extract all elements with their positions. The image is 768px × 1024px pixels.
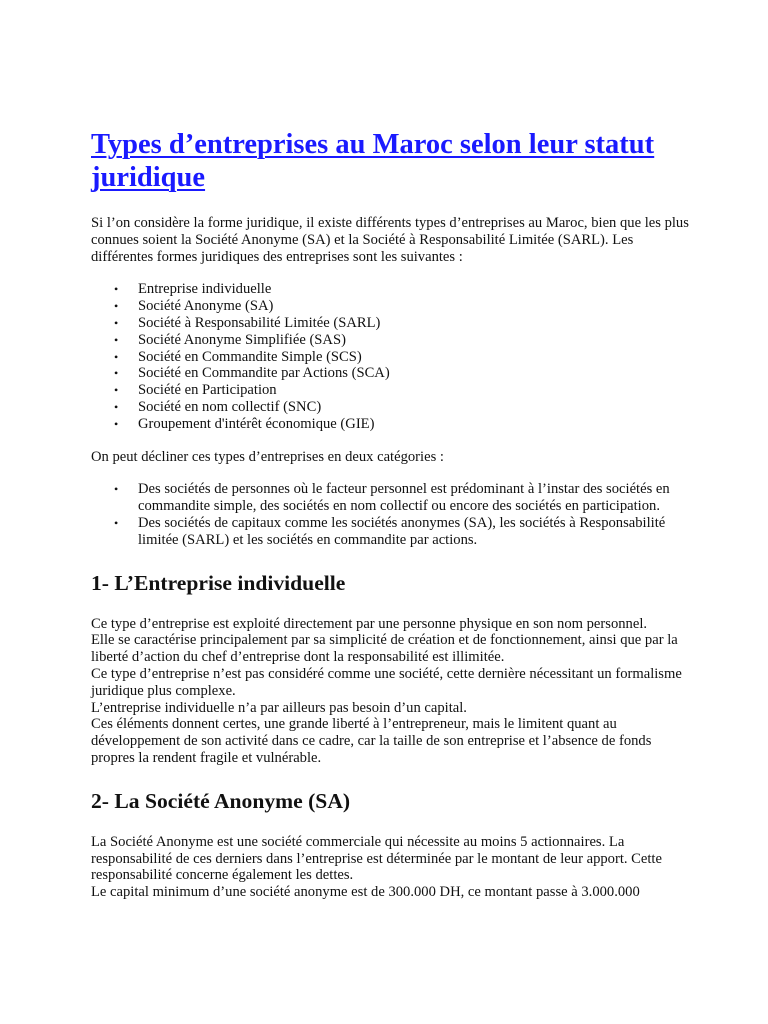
body-line: La Société Anonyme est une société commerciale qui nécessite au moins 5 actionnaires. La responsabilité de ces derniers dans l’entreprise est déterminée par le montant de leur apport. Cette responsabilité concerne également les dettes. <box>91 833 662 884</box>
list-item: • Société à Responsabilité Limitée (SARL) <box>138 315 691 332</box>
section-heading-entreprise-individuelle: 1- L’Entreprise individuelle <box>91 570 346 595</box>
body-line: Ce type d’entreprise est exploité directement par une personne physique en son nom personnel. <box>91 615 648 632</box>
legal-forms-list <box>91 281 691 432</box>
list-item: • Société Anonyme (SA) <box>138 298 691 315</box>
list-item: • Groupement d'intérêt économique (GIE) <box>138 416 691 433</box>
title-link[interactable]: Types d’entreprises au Maroc selon leur statut juridique <box>91 129 655 193</box>
section-body-entreprise-individuelle <box>91 616 691 767</box>
categories-list <box>91 481 691 548</box>
list-item: • Société Anonyme Simplifiée (SAS) <box>138 332 691 349</box>
intro-paragraph: Si l’on considère la forme juridique, il existe différents types d’entreprises au Maroc, bien que les plus connues soient la Société Anonyme (SA) et la Société à Responsabilité Limitée (SARL). Les différentes formes juridiques des entreprises sont les suivantes : <box>91 215 689 265</box>
body-line: Le capital minimum d’une société anonyme est de 300.000 DH, ce montant passe à 3.000.000 <box>91 884 640 901</box>
list-item: • Société en Commandite par Actions (SCA) <box>138 365 691 382</box>
document-page <box>91 128 691 901</box>
list-item: • Des sociétés de capitaux comme les sociétés anonymes (SA), les sociétés à Responsabilité limitée (SARL) et les sociétés en commandite par actions. <box>138 515 691 549</box>
body-line: Elle se caractérise principalement par sa simplicité de création et de fonctionnement, ainsi que par la liberté d’action du chef d’entreprise dont la responsabilité est illimitée. <box>91 632 678 666</box>
list-item: • Entreprise individuelle <box>138 281 691 298</box>
section-heading-societe-anonyme: 2- La Société Anonyme (SA) <box>91 788 351 813</box>
page-title <box>91 128 691 194</box>
list-item: • Société en Participation <box>138 382 691 399</box>
section-body-societe-anonyme <box>91 834 691 901</box>
body-line: Ces éléments donnent certes, une grande liberté à l’entrepreneur, mais le limitent quant au développement de son activité dans ce cadre, car la taille de son entreprise et l’absence de fonds propres la rendent fragile et vulnérable. <box>91 716 652 766</box>
list-item: • Société en Commandite Simple (SCS) <box>138 349 691 366</box>
list-item: • Des sociétés de personnes où le facteur personnel est prédominant à l’instar des sociétés en commandite simple, des sociétés en nom collectif ou encore des sociétés en participation. <box>138 481 691 515</box>
list-item: • Société en nom collectif (SNC) <box>138 399 691 416</box>
body-line: Ce type d’entreprise n’est pas considéré comme une société, cette dernière nécessitant un formalisme juridique plus complexe. <box>91 665 682 699</box>
categories-intro: On peut décliner ces types d’entreprises en deux catégories : <box>91 448 444 465</box>
body-line: L’entreprise individuelle n’a par ailleurs pas besoin d’un capital. <box>91 699 467 716</box>
